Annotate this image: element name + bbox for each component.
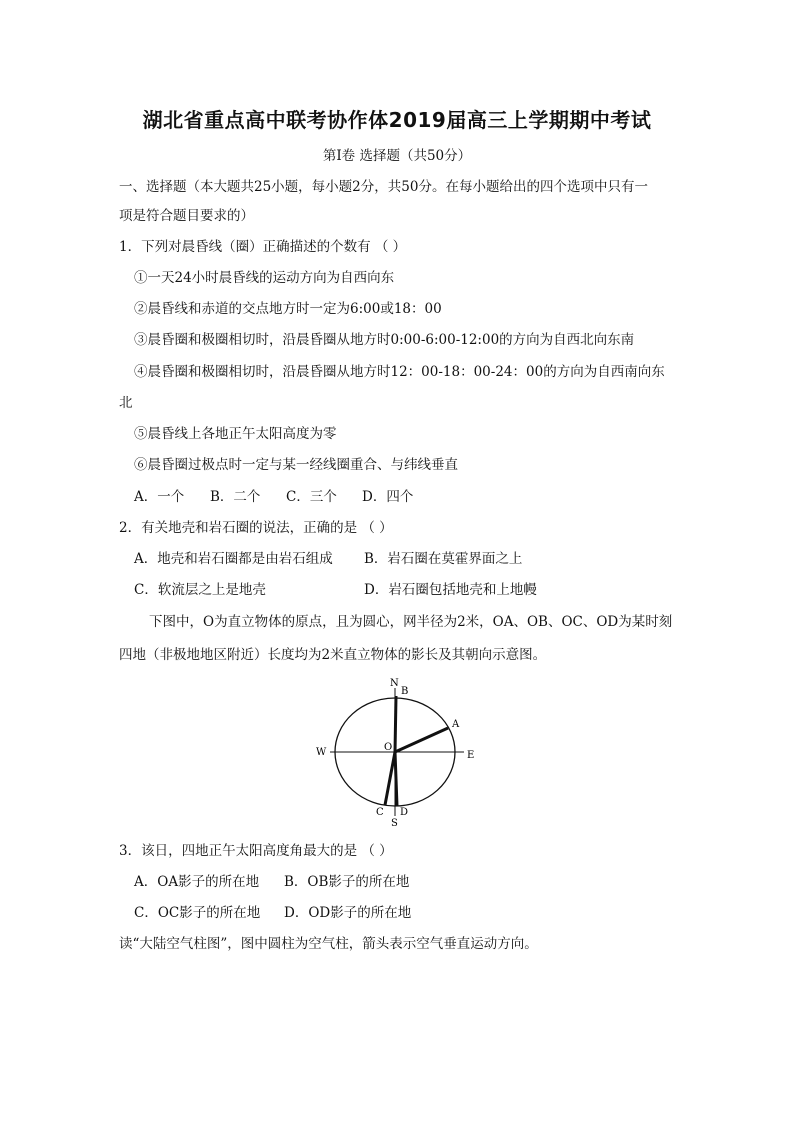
q3-stem: 3．该日，四地正午太阳高度角最大的是 （ ） bbox=[119, 843, 393, 859]
label-a: A bbox=[452, 719, 460, 730]
q1-statement-1: ①一天24小时晨昏线的运动方向为自西向东 bbox=[134, 270, 395, 286]
label-s: S bbox=[391, 818, 398, 829]
q3-option-d[interactable]: D．OD影子的所在地 bbox=[284, 905, 412, 921]
exam-title: 湖北省重点高中联考协作体2019届高三上学期期中考试 bbox=[142, 108, 652, 132]
q1-option-c[interactable]: C．三个 bbox=[286, 489, 337, 505]
q1-stem: 1．下列对晨昏线（圈）正确描述的个数有 （ ） bbox=[119, 239, 407, 255]
shadow-od bbox=[395, 752, 397, 806]
reading-instruction: 读“大陆空气柱图”，图中圆柱为空气柱，箭头表示空气垂直运动方向。 bbox=[119, 936, 538, 952]
exam-subtitle: 第Ⅰ卷 选择题（共50分） bbox=[322, 148, 472, 164]
label-w: W bbox=[316, 747, 327, 758]
label-c: C bbox=[376, 807, 384, 818]
q3-option-a[interactable]: A．OA影子的所在地 bbox=[134, 874, 260, 890]
q1-statement-5: ⑤晨昏线上各地正午太阳高度为零 bbox=[134, 426, 337, 442]
q1-statement-4-cont: 北 bbox=[119, 395, 133, 411]
label-b: B bbox=[401, 686, 409, 697]
q1-statement-6: ⑥晨昏圈过极点时一定与某一经线圈重合、与纬线垂直 bbox=[134, 457, 458, 473]
shadow-oc bbox=[385, 752, 395, 805]
q2-option-a[interactable]: A．地壳和岩石圈都是由岩石组成 bbox=[134, 551, 333, 567]
q1-option-b[interactable]: B．二个 bbox=[210, 489, 261, 505]
label-o: O bbox=[384, 742, 393, 753]
label-n: N bbox=[390, 678, 399, 689]
section-heading-line1: 一、选择题（本大题共25小题，每小题2分，共50分。在每小题给出的四个选项中只有一 bbox=[119, 179, 648, 195]
shadow-ob bbox=[395, 696, 396, 752]
q1-statement-3: ③晨昏圈和极圈相切时，沿晨昏圈从地方时0:00-6:00-12:00的方向为自西北向东南 bbox=[134, 332, 635, 348]
q3-option-b[interactable]: B．OB影子的所在地 bbox=[284, 874, 410, 890]
q2-option-b[interactable]: B．岩石圈在莫霍界面之上 bbox=[364, 551, 523, 567]
passage-line2: 四地（非极地地区附近）长度均为2米直立物体的影长及其朝向示意图。 bbox=[119, 647, 547, 663]
section-heading-line2: 项是符合题目要求的） bbox=[119, 208, 254, 224]
q3-option-c[interactable]: C．OC影子的所在地 bbox=[134, 905, 261, 921]
q1-option-d[interactable]: D．四个 bbox=[362, 489, 414, 505]
shadow-oa bbox=[395, 728, 448, 752]
q2-stem: 2．有关地壳和岩石圈的说法，正确的是 （ ） bbox=[119, 520, 393, 536]
q1-option-a[interactable]: A．一个 bbox=[134, 489, 185, 505]
passage-line1: 下图中，O为直立物体的原点，且为圆心，网半径为2米，OA、OB、OC、OD为某时刻 bbox=[149, 614, 673, 630]
q1-statement-4: ④晨昏圈和极圈相切时，沿晨昏圈从地方时12：00-18：00-24：00的方向为自西南向东 bbox=[134, 364, 665, 380]
q1-statement-2: ②晨昏线和赤道的交点地方时一定为6:00或18：00 bbox=[134, 301, 442, 317]
label-d: D bbox=[400, 807, 409, 818]
q2-option-d[interactable]: D．岩石圈包括地壳和上地幔 bbox=[364, 582, 537, 598]
label-e: E bbox=[467, 750, 475, 761]
q2-option-c[interactable]: C．软流层之上是地壳 bbox=[134, 582, 266, 598]
